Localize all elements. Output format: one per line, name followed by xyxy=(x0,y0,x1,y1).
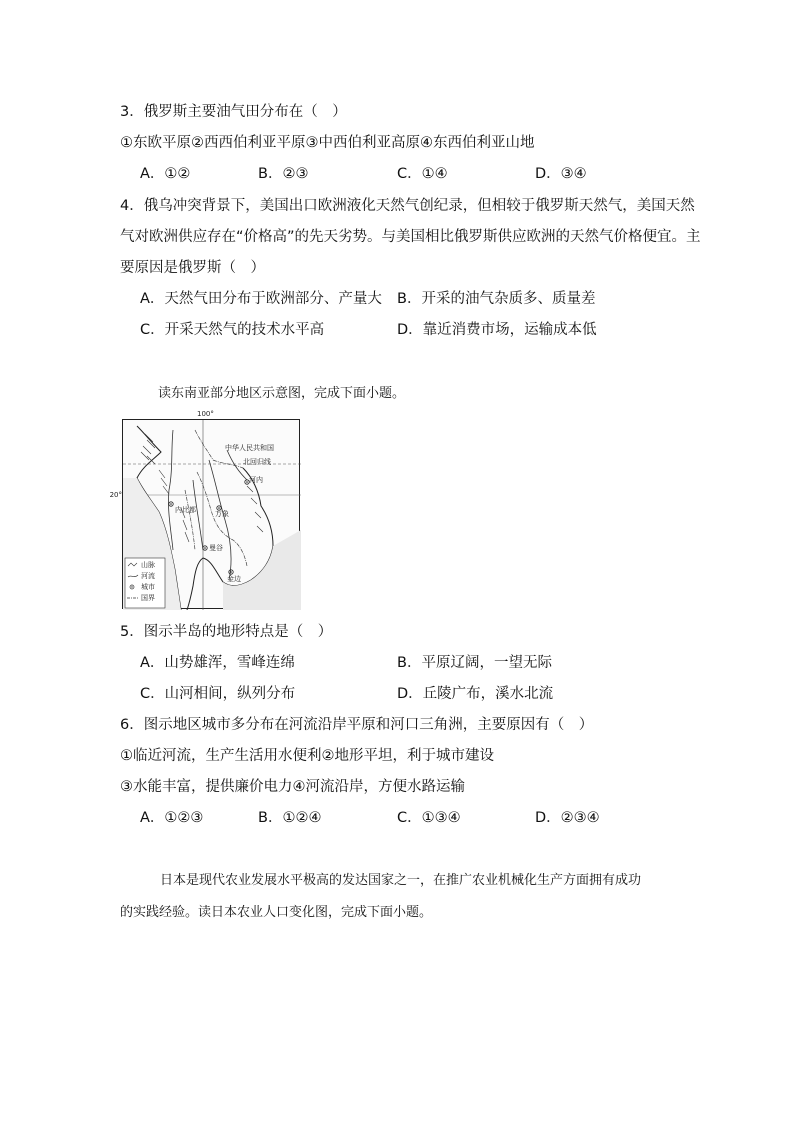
tropic-label: 北回归线 xyxy=(243,458,271,466)
lat-label: 20° xyxy=(109,491,122,499)
q4-stem-line-3: 要原因是俄罗斯（ ） xyxy=(120,260,265,276)
japan-intro-line-1: 日本是现代农业发展水平极高的发达国家之一，在推广农业机械化生产方面拥有成功 xyxy=(160,873,642,888)
q3-choices: ①东欧平原②西西伯利亚平原③中西伯利亚高原④东西伯利亚山地 xyxy=(120,135,535,151)
city-vientiane: 万象 xyxy=(215,510,229,518)
map-intro: 读东南亚部分地区示意图，完成下面小题。 xyxy=(158,386,406,401)
q4-option-c: C．开采天然气的技术水平高 xyxy=(140,322,325,338)
q5-option-b: B．平原辽阔，一望无际 xyxy=(397,655,552,671)
q3-option-b: B．②③ xyxy=(258,166,309,182)
q4-stem-line-2: 气对欧洲供应存在“价格高”的先天劣势。与美国相比俄罗斯供应欧洲的天然气价格便宜。主 xyxy=(120,229,701,245)
q5-option-d: D．丘陵广布，溪水北流 xyxy=(397,686,554,702)
map-drawing xyxy=(123,420,301,610)
q6-choices-line-1: ①临近河流，生产生活用水便利②地形平坦，利于城市建设 xyxy=(120,748,494,764)
rivers xyxy=(168,430,247,580)
q5-option-c: C．山河相间，纵列分布 xyxy=(140,686,296,702)
city-bangkok: 曼谷 xyxy=(209,544,223,552)
border-thai xyxy=(185,490,195,550)
q4-option-d: D．靠近消费市场，运输成本低 xyxy=(397,322,597,338)
legend-mountain: 山脉 xyxy=(141,561,155,569)
q3-option-a: A．①② xyxy=(140,166,191,182)
q5-option-a: A．山势雄浑，雪峰连绵 xyxy=(140,655,295,671)
legend-river: 河流 xyxy=(141,572,155,580)
q6-option-a: A．①②③ xyxy=(140,810,204,826)
q3-option-d: D．③④ xyxy=(535,166,587,182)
q6-option-d: D．②③④ xyxy=(535,810,600,826)
q6-stem: 6．图示地区城市多分布在河流沿岸平原和河口三角洲，主要原因有（ ） xyxy=(120,717,594,733)
q4-option-b: B．开采的油气杂质多、质量差 xyxy=(397,291,596,307)
city-naypyidaw: 内比都 xyxy=(175,506,196,514)
q3-option-c: C．①④ xyxy=(397,166,448,182)
city-markers xyxy=(169,480,249,574)
southeast-asia-map xyxy=(109,410,300,609)
japan-intro-line-2: 的实践经验。读日本农业人口变化图，完成下面小题。 xyxy=(120,905,433,920)
q4-option-a: A．天然气田分布于欧洲部分、产量大 xyxy=(140,291,382,307)
q3-stem: 3．俄罗斯主要油气田分布在（ ） xyxy=(120,104,347,120)
city-hanoi: 河内 xyxy=(249,476,263,484)
q6-option-c: C．①③④ xyxy=(397,810,461,826)
lon-label: 100° xyxy=(197,410,214,418)
gulf-coastline xyxy=(187,558,223,610)
q6-choices-line-2: ③水能丰富，提供廉价电力④河流沿岸，方便水路运输 xyxy=(120,779,465,795)
city-phnompenh: 金边 xyxy=(227,575,241,583)
q4-stem-line-1: 4．俄乌冲突背景下，美国出口欧洲液化天然气创纪录，但相较于俄罗斯天然气，美国天然 xyxy=(120,198,695,214)
country-label: 中华人民共和国 xyxy=(225,444,274,452)
q6-option-b: B．①②④ xyxy=(258,810,322,826)
legend-city: 城市 xyxy=(141,583,155,591)
q5-stem: 5．图示半岛的地形特点是（ ） xyxy=(120,624,333,640)
legend-border: 国界 xyxy=(141,594,155,602)
